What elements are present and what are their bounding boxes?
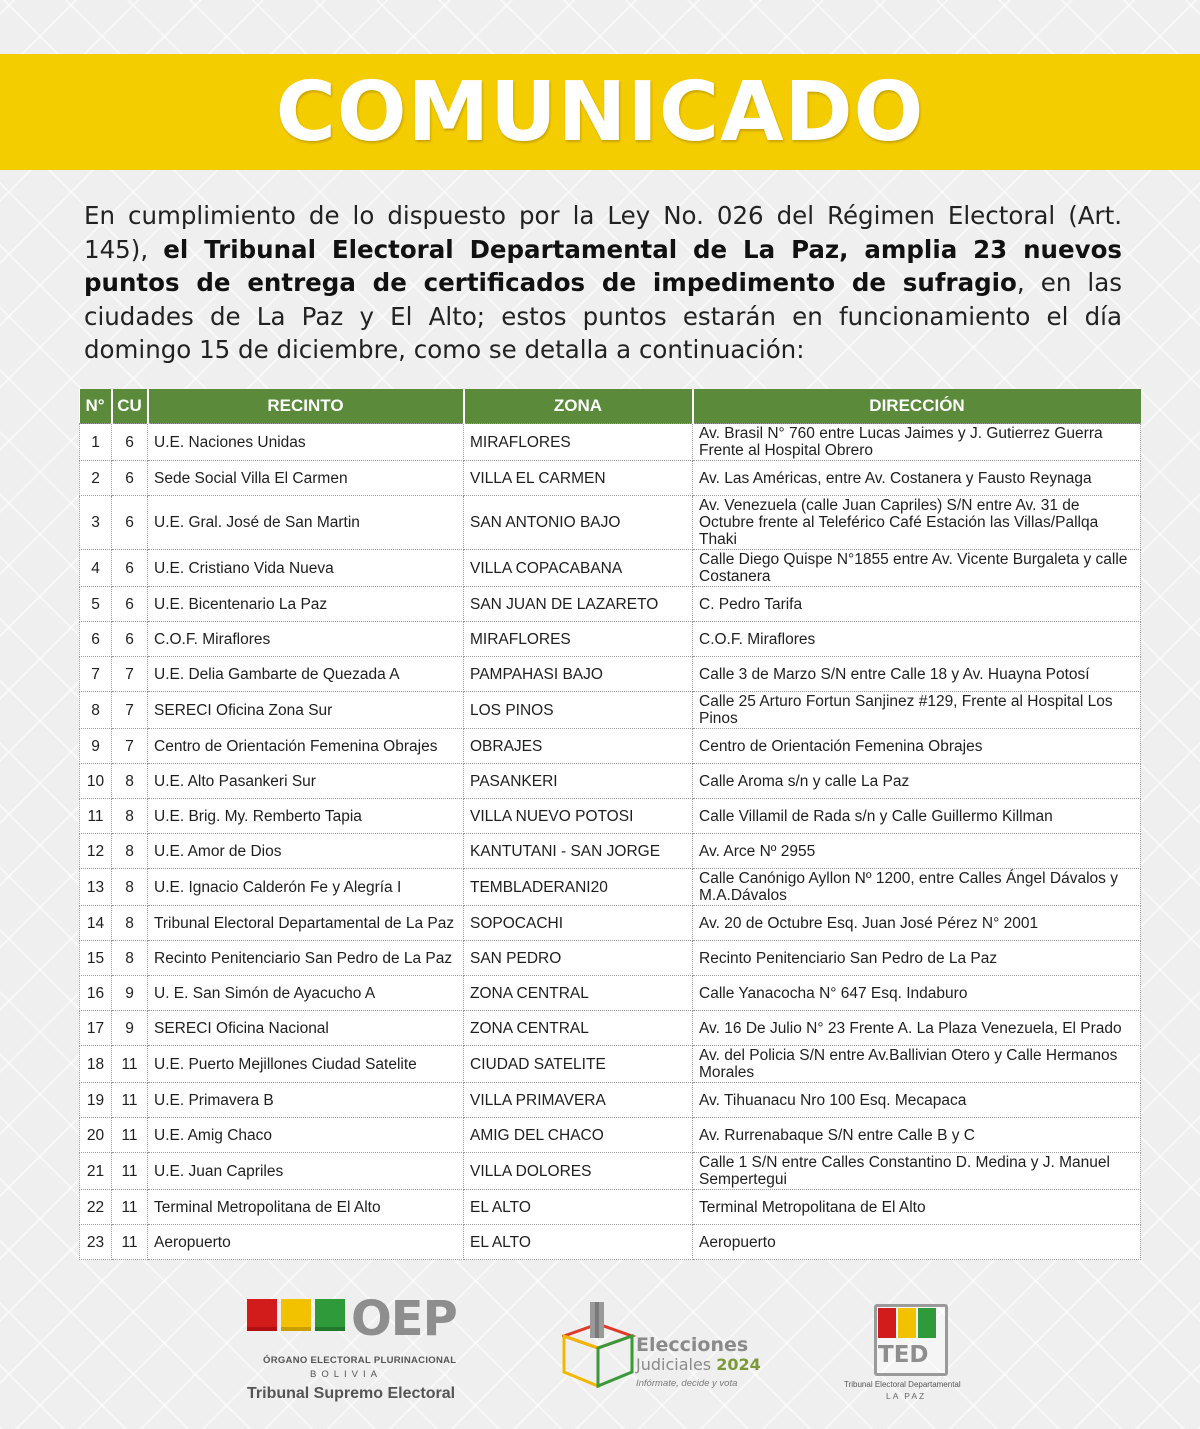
ted-flag-yellow (898, 1308, 916, 1338)
intro-text-start: En cumplimiento de lo dispuesto por la Ley No. 026 del Régimen Electoral (Art. 145), (84, 201, 1122, 264)
cell-number: 4 (80, 550, 112, 587)
elecciones-title: Elecciones (636, 1334, 749, 1356)
cell-cu: 8 (112, 834, 148, 869)
table-header-row (80, 389, 1141, 424)
cell-recinto: Centro de Orientación Femenina Obrajes (148, 729, 464, 764)
cell-zona: CIUDAD SATELITE (464, 1046, 693, 1083)
cell-direccion: C.O.F. Miraflores (693, 622, 1141, 657)
cell-number: 7 (80, 657, 112, 692)
cell-number: 13 (80, 869, 112, 906)
cell-recinto: U.E. Amor de Dios (148, 834, 464, 869)
cell-number: 18 (80, 1046, 112, 1083)
cell-cu: 7 (112, 657, 148, 692)
elecciones-subtitle (636, 1355, 761, 1374)
header-zona: ZONA (464, 389, 693, 424)
points-table (79, 389, 1141, 1260)
table-row (80, 941, 1141, 976)
cell-cu: 11 (112, 1190, 148, 1225)
oep-wordmark: OEP (351, 1291, 457, 1347)
cell-cu: 8 (112, 906, 148, 941)
cell-zona: SAN ANTONIO BAJO (464, 496, 693, 550)
cell-cu: 8 (112, 799, 148, 834)
cell-recinto: U.E. Ignacio Calderón Fe y Alegría I (148, 869, 464, 906)
cell-cu: 8 (112, 941, 148, 976)
cell-number: 12 (80, 834, 112, 869)
cell-cu: 8 (112, 869, 148, 906)
cell-zona: MIRAFLORES (464, 622, 693, 657)
cell-number: 14 (80, 906, 112, 941)
election-year: 2024 (716, 1355, 761, 1374)
table-row (80, 1118, 1141, 1153)
cell-cu: 9 (112, 1011, 148, 1046)
cell-recinto: U.E. Bicentenario La Paz (148, 587, 464, 622)
cell-direccion: Calle Yanacocha N° 647 Esq. Indaburo (693, 976, 1141, 1011)
cell-recinto: SERECI Oficina Zona Sur (148, 692, 464, 729)
header-number: N° (80, 389, 112, 424)
cell-zona: PASANKERI (464, 764, 693, 799)
cell-number: 17 (80, 1011, 112, 1046)
cell-cu: 7 (112, 692, 148, 729)
ted-city: LA PAZ (886, 1391, 927, 1401)
cell-cu: 6 (112, 622, 148, 657)
cell-zona: PAMPAHASI BAJO (464, 657, 693, 692)
table-row (80, 799, 1141, 834)
table-row (80, 729, 1141, 764)
table-body (80, 424, 1141, 1260)
table-row (80, 764, 1141, 799)
cell-recinto: U.E. Alto Pasankeri Sur (148, 764, 464, 799)
cell-direccion: Terminal Metropolitana de El Alto (693, 1190, 1141, 1225)
table-row (80, 692, 1141, 729)
cell-number: 9 (80, 729, 112, 764)
cell-cu: 11 (112, 1046, 148, 1083)
cell-cu: 7 (112, 729, 148, 764)
table-row (80, 1083, 1141, 1118)
table-row (80, 1046, 1141, 1083)
cell-recinto: C.O.F. Miraflores (148, 622, 464, 657)
cell-recinto: Aeropuerto (148, 1225, 464, 1260)
cell-zona: VILLA EL CARMEN (464, 461, 693, 496)
cell-zona: SAN PEDRO (464, 941, 693, 976)
cell-zona: SOPOCACHI (464, 906, 693, 941)
cell-number: 21 (80, 1153, 112, 1190)
table-row (80, 1190, 1141, 1225)
header-recinto: RECINTO (148, 389, 464, 424)
cell-direccion: Av. Rurrenabaque S/N entre Calle B y C (693, 1118, 1141, 1153)
cell-zona: MIRAFLORES (464, 424, 693, 461)
cell-cu: 6 (112, 496, 148, 550)
cell-direccion: Calle 3 de Marzo S/N entre Calle 18 y Av. Huayna Potosí (693, 657, 1141, 692)
cell-cu: 6 (112, 424, 148, 461)
footer-logos (0, 1290, 1200, 1429)
cell-direccion: Av. 20 de Octubre Esq. Juan José Pérez N° 2001 (693, 906, 1141, 941)
cell-zona: SAN JUAN DE LAZARETO (464, 587, 693, 622)
cell-zona: VILLA PRIMAVERA (464, 1083, 693, 1118)
cell-recinto: U.E. Primavera B (148, 1083, 464, 1118)
cell-zona: KANTUTANI - SAN JORGE (464, 834, 693, 869)
cell-recinto: U.E. Juan Capriles (148, 1153, 464, 1190)
cell-number: 15 (80, 941, 112, 976)
cell-direccion: Av. 16 De Julio N° 23 Frente A. La Plaza Venezuela, El Prado (693, 1011, 1141, 1046)
cell-number: 20 (80, 1118, 112, 1153)
ted-flag-green (918, 1308, 936, 1338)
cell-number: 16 (80, 976, 112, 1011)
cell-zona: AMIG DEL CHACO (464, 1118, 693, 1153)
cell-number: 11 (80, 799, 112, 834)
cell-direccion: Av. Brasil N° 760 entre Lucas Jaimes y J. Gutierrez Guerra Frente al Hospital Obrero (693, 424, 1141, 461)
cell-recinto: Recinto Penitenciario San Pedro de La Paz (148, 941, 464, 976)
header-direccion: DIRECCIÓN (693, 389, 1141, 424)
cell-zona: EL ALTO (464, 1225, 693, 1260)
ballot-box-icon (562, 1300, 638, 1390)
cell-number: 22 (80, 1190, 112, 1225)
cell-recinto: U.E. Amig Chaco (148, 1118, 464, 1153)
cell-zona: VILLA COPACABANA (464, 550, 693, 587)
table-row (80, 550, 1141, 587)
judiciales-text: Judiciales (636, 1355, 712, 1374)
cell-cu: 11 (112, 1153, 148, 1190)
cell-zona: VILLA NUEVO POTOSI (464, 799, 693, 834)
table-row (80, 869, 1141, 906)
cell-recinto: U.E. Cristiano Vida Nueva (148, 550, 464, 587)
table-row (80, 496, 1141, 550)
table-row (80, 1225, 1141, 1260)
cell-direccion: Av. Venezuela (calle Juan Capriles) S/N entre Av. 31 de Octubre frente al Teleférico Café Estación las Villas/Pallqa Thaki (693, 496, 1141, 550)
cell-recinto: U.E. Gral. José de San Martin (148, 496, 464, 550)
cell-number: 8 (80, 692, 112, 729)
elecciones-judiciales-logo (562, 1300, 762, 1390)
cell-recinto: Tribunal Electoral Departamental de La Paz (148, 906, 464, 941)
cell-direccion: Av. Las Américas, entre Av. Costanera y Fausto Reynaga (693, 461, 1141, 496)
cell-zona: VILLA DOLORES (464, 1153, 693, 1190)
cell-cu: 6 (112, 550, 148, 587)
page-title: COMUNICADO (275, 64, 925, 160)
cell-zona: OBRAJES (464, 729, 693, 764)
cell-cu: 11 (112, 1225, 148, 1260)
table-row (80, 976, 1141, 1011)
table-row (80, 424, 1141, 461)
cell-number: 6 (80, 622, 112, 657)
cell-zona: LOS PINOS (464, 692, 693, 729)
cell-cu: 6 (112, 461, 148, 496)
oep-subtitle: ÓRGANO ELECTORAL PLURINACIONAL (263, 1355, 457, 1366)
oep-tribunal-name: Tribunal Supremo Electoral (247, 1385, 456, 1402)
cell-direccion: Av. Arce Nº 2955 (693, 834, 1141, 869)
table-row (80, 461, 1141, 496)
cell-recinto: Sede Social Villa El Carmen (148, 461, 464, 496)
elecciones-tagline: Infórmate, decide y vota (636, 1378, 738, 1389)
cell-number: 19 (80, 1083, 112, 1118)
cell-number: 2 (80, 461, 112, 496)
ted-flag-red (878, 1308, 896, 1338)
ted-subtitle: Tribunal Electoral Departamental (844, 1380, 961, 1389)
cell-recinto: U.E. Naciones Unidas (148, 424, 464, 461)
cell-direccion: Calle Diego Quispe N°1855 entre Av. Vicente Burgaleta y calle Costanera (693, 550, 1141, 587)
cell-recinto: U. E. San Simón de Ayacucho A (148, 976, 464, 1011)
cell-direccion: Av. Tihuanacu Nro 100 Esq. Mecapaca (693, 1083, 1141, 1118)
cell-direccion: Av. del Policia S/N entre Av.Ballivian Otero y Calle Hermanos Morales (693, 1046, 1141, 1083)
cell-number: 10 (80, 764, 112, 799)
cell-number: 23 (80, 1225, 112, 1260)
table-row (80, 587, 1141, 622)
cell-direccion: Calle Aroma s/n y calle La Paz (693, 764, 1141, 799)
cell-number: 1 (80, 424, 112, 461)
intro-text-end: , en las ciudades de La Paz y El Alto; estos puntos estarán en funcionamiento el día domingo 15 de diciembre, como se detalla a continuación: (84, 268, 1122, 364)
cell-recinto: Terminal Metropolitana de El Alto (148, 1190, 464, 1225)
cell-recinto: U.E. Brig. My. Remberto Tapia (148, 799, 464, 834)
cell-direccion: Recinto Penitenciario San Pedro de La Paz (693, 941, 1141, 976)
cell-direccion: Calle Villamil de Rada s/n y Calle Guillermo Killman (693, 799, 1141, 834)
cell-zona: ZONA CENTRAL (464, 1011, 693, 1046)
table-row (80, 622, 1141, 657)
intro-paragraph (84, 199, 1122, 367)
ted-wordmark: TED (878, 1342, 929, 1368)
cell-cu: 8 (112, 764, 148, 799)
table-row (80, 906, 1141, 941)
cell-cu: 11 (112, 1083, 148, 1118)
cell-direccion: Calle 25 Arturo Fortun Sanjinez #129, Frente al Hospital Los Pinos (693, 692, 1141, 729)
cell-zona: ZONA CENTRAL (464, 976, 693, 1011)
table-row (80, 1011, 1141, 1046)
cell-cu: 11 (112, 1118, 148, 1153)
cell-zona: TEMBLADERANI20 (464, 869, 693, 906)
title-banner (0, 54, 1200, 170)
cell-number: 3 (80, 496, 112, 550)
cell-direccion: C. Pedro Tarifa (693, 587, 1141, 622)
header-cu: CU (112, 389, 148, 424)
cell-cu: 9 (112, 976, 148, 1011)
cell-recinto: U.E. Delia Gambarte de Quezada A (148, 657, 464, 692)
oep-country: BOLIVIA (310, 1369, 382, 1380)
cell-cu: 6 (112, 587, 148, 622)
cell-direccion: Centro de Orientación Femenina Obrajes (693, 729, 1141, 764)
table-row (80, 1153, 1141, 1190)
table-row (80, 657, 1141, 692)
cell-number: 5 (80, 587, 112, 622)
cell-recinto: U.E. Puerto Mejillones Ciudad Satelite (148, 1046, 464, 1083)
cell-direccion: Calle 1 S/N entre Calles Constantino D. Medina y J. Manuel Sempertegui (693, 1153, 1141, 1190)
cell-recinto: SERECI Oficina Nacional (148, 1011, 464, 1046)
cell-direccion: Aeropuerto (693, 1225, 1141, 1260)
intro-bold-text: el Tribunal Electoral Departamental de La Paz, amplia 23 nuevos puntos de entrega de certificados de impedimento de sufragio (84, 234, 1122, 297)
ted-logo (840, 1298, 970, 1418)
cell-direccion: Calle Canónigo Ayllon Nº 1200, entre Calles Ángel Dávalos y M.A.Dávalos (693, 869, 1141, 906)
cell-zona: EL ALTO (464, 1190, 693, 1225)
table-row (80, 834, 1141, 869)
